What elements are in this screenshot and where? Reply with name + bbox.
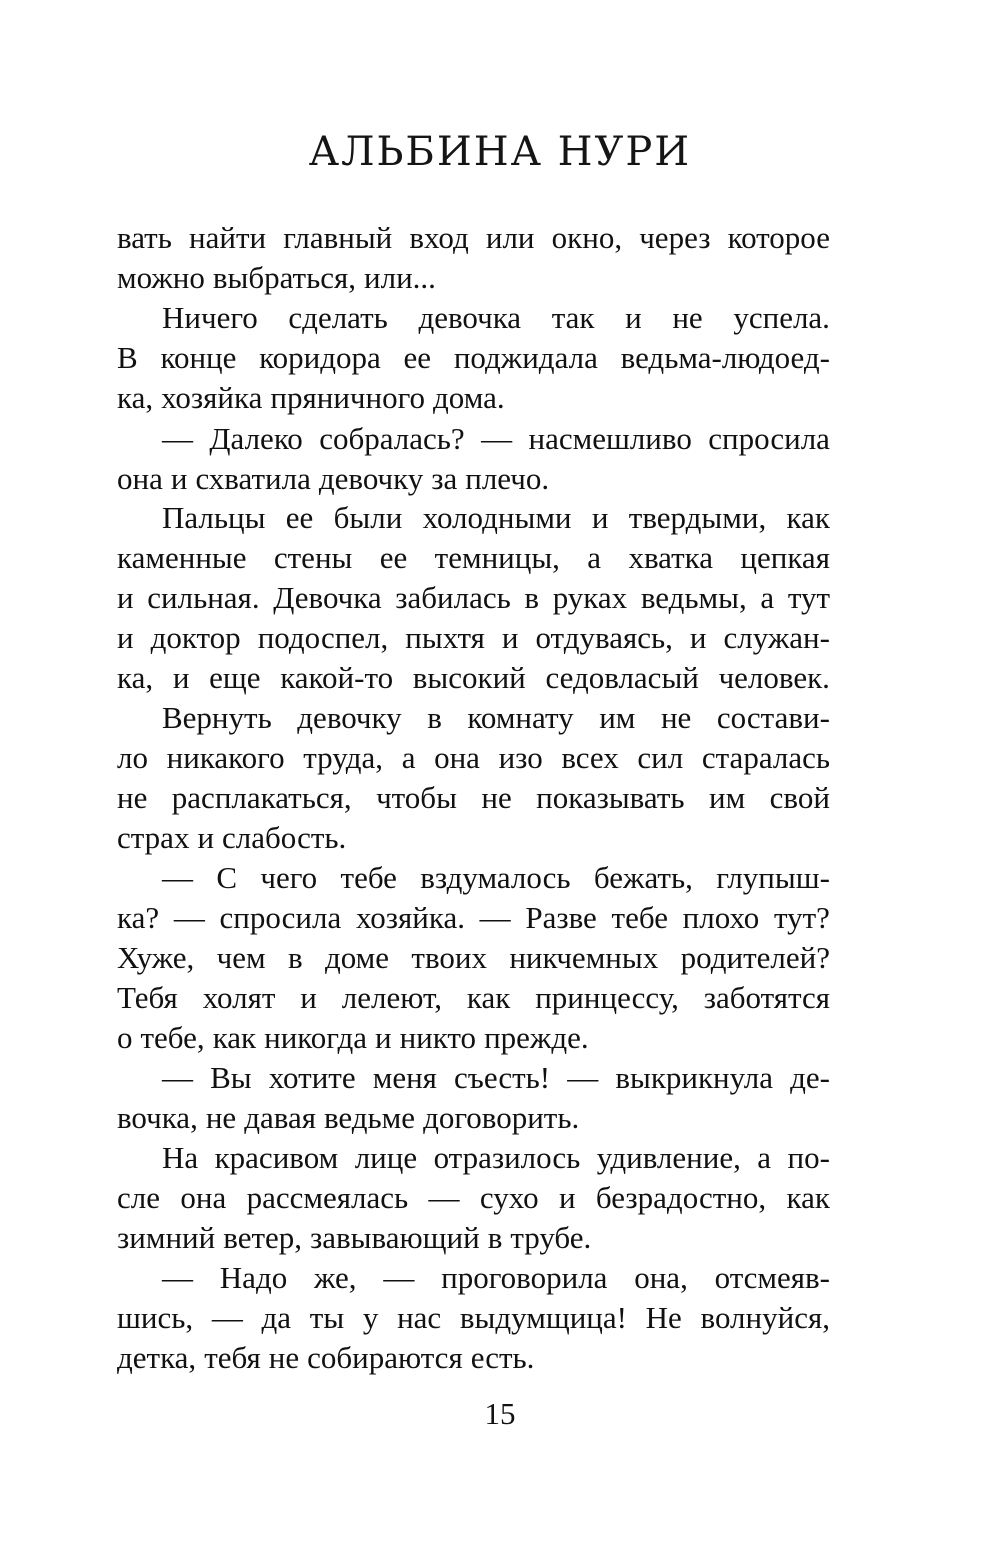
text-line — [117, 1338, 830, 1378]
word: лелеют, — [341, 980, 442, 1015]
text-line — [117, 978, 830, 1018]
word: Разве — [525, 900, 597, 935]
word: и — [170, 461, 188, 496]
word: заботятся — [703, 980, 830, 1015]
word: нас — [397, 1300, 442, 1335]
word: Вернуть — [162, 700, 272, 735]
word: она — [180, 1180, 227, 1215]
word: а — [587, 540, 602, 575]
word: — — [162, 1060, 193, 1095]
word: насмешливо — [528, 421, 692, 456]
word: были — [333, 500, 403, 535]
word: красивом — [214, 1140, 339, 1175]
word: детка, — [117, 1340, 197, 1375]
word: Хуже, — [117, 940, 195, 975]
text-line — [117, 1178, 830, 1218]
word: выдумщица! — [459, 1300, 627, 1335]
word: какой-то — [280, 660, 394, 695]
word: высокий — [412, 660, 526, 695]
word: тебе — [611, 900, 668, 935]
running-head: АЛЬБИНА НУРИ — [308, 129, 692, 175]
word: хотите — [268, 1060, 356, 1095]
word: ведьме — [323, 1100, 416, 1135]
text-line — [162, 1138, 830, 1178]
word: служан- — [723, 620, 830, 655]
word: доктор — [150, 620, 241, 655]
word: завывающий — [310, 1220, 480, 1255]
word: изо — [498, 740, 543, 775]
word: сильная. — [147, 580, 260, 615]
text-line — [117, 658, 830, 698]
word: тебе, — [140, 1020, 205, 1055]
word: шись, — [117, 1300, 194, 1335]
word: В — [117, 340, 138, 375]
word: седовласый — [545, 660, 699, 695]
text-line — [117, 338, 830, 378]
word: и — [172, 660, 190, 695]
text-line — [117, 618, 830, 658]
word: главный — [283, 220, 393, 255]
word: же, — [314, 1260, 357, 1295]
word: хозяйка. — [355, 900, 465, 935]
word: о — [117, 1020, 133, 1055]
word: — — [162, 860, 193, 895]
word: страх — [117, 820, 190, 855]
word: за — [431, 461, 458, 496]
page-number: 15 — [484, 1396, 516, 1431]
word: и — [374, 1020, 392, 1055]
word: ка, — [117, 380, 154, 415]
word: глупыш- — [716, 860, 830, 895]
word: плохо — [682, 900, 760, 935]
text-line — [117, 538, 830, 578]
word: Далеко — [209, 421, 303, 456]
text-line — [117, 1218, 830, 1258]
word: не — [117, 780, 148, 815]
word: никчемных — [509, 940, 659, 975]
word: цепкая — [740, 540, 830, 575]
word: сделать — [288, 300, 388, 335]
text-line — [162, 698, 830, 738]
word: девочку — [318, 461, 424, 496]
word: отсмеяв- — [714, 1260, 830, 1295]
word: ее — [285, 500, 314, 535]
word: принцессу, — [535, 980, 679, 1015]
word: и — [625, 300, 642, 335]
word: подоспел, — [257, 620, 389, 655]
word: дома. — [433, 380, 505, 415]
text-line — [162, 419, 830, 459]
word: человек. — [718, 660, 830, 695]
word: Тебя — [117, 980, 178, 1015]
word: свой — [769, 780, 830, 815]
word: схватила — [195, 461, 311, 496]
word: и — [689, 620, 707, 655]
word: расплакаться, — [171, 780, 352, 815]
word: давая — [244, 1100, 316, 1135]
word: ее — [403, 340, 432, 375]
word: Девочка — [273, 580, 382, 615]
word: коридора — [259, 340, 381, 375]
word: никакого — [166, 740, 285, 775]
word: С — [216, 860, 238, 895]
word: не — [672, 300, 703, 335]
word: сле — [117, 1180, 160, 1215]
word: труда, — [303, 740, 384, 775]
word: да — [261, 1300, 292, 1335]
word: холят — [202, 980, 276, 1015]
word: — — [481, 421, 513, 456]
word: твоих — [411, 940, 487, 975]
word: спросила — [708, 421, 830, 456]
word: отразилось — [433, 1140, 581, 1175]
word: никогда — [264, 1020, 367, 1055]
word: тут — [787, 580, 830, 615]
word: у — [362, 1300, 379, 1335]
word: тебе — [340, 860, 397, 895]
word: так — [551, 300, 595, 335]
word: девочка — [418, 300, 522, 335]
word: зимний — [117, 1220, 216, 1255]
word: вочка, — [117, 1100, 198, 1135]
word: темницы, — [434, 540, 560, 575]
word: ка? — [117, 900, 160, 935]
word: вход — [409, 220, 469, 255]
word: или... — [364, 260, 436, 295]
word: окно, — [551, 220, 623, 255]
word: Надо — [219, 1260, 288, 1295]
word: чтобы — [376, 780, 457, 815]
word: — — [162, 421, 193, 456]
word: всех — [561, 740, 619, 775]
word: лице — [354, 1140, 418, 1175]
word: не — [660, 700, 692, 735]
word: забилась — [395, 580, 511, 615]
word: ло — [117, 740, 148, 775]
word: не — [268, 1340, 300, 1375]
word: никто — [399, 1020, 477, 1055]
word: твердыми, — [628, 500, 767, 535]
word: проговорила — [441, 1260, 608, 1295]
word: родителей? — [680, 940, 830, 975]
text-line — [117, 459, 830, 499]
word: холодными — [422, 500, 572, 535]
word: стены — [273, 540, 353, 575]
word: хозяйка — [161, 380, 263, 415]
word: съесть! — [454, 1060, 551, 1095]
word: и — [300, 980, 317, 1015]
word: ведьма-людоед- — [620, 340, 830, 375]
word: рассмеялась — [246, 1180, 409, 1215]
word: меня — [372, 1060, 437, 1095]
word: не — [205, 1100, 237, 1135]
word: вать — [117, 220, 172, 255]
word: через — [639, 220, 711, 255]
word: состави- — [716, 700, 830, 735]
word: которое — [727, 220, 830, 255]
word: Вы — [210, 1060, 252, 1095]
word: трубе. — [510, 1220, 592, 1255]
text-line — [117, 378, 830, 418]
word: как — [212, 1020, 257, 1055]
word: и — [501, 620, 519, 655]
text-line — [117, 778, 830, 818]
word: выкрикнула — [615, 1060, 773, 1095]
word: ты — [309, 1300, 345, 1335]
word: старалась — [701, 740, 830, 775]
word: — — [173, 900, 205, 935]
word: как — [786, 1180, 830, 1215]
word: вздумалось — [420, 860, 571, 895]
word: чего — [260, 860, 318, 895]
word: пыхтя — [405, 620, 485, 655]
text-line — [117, 818, 830, 858]
text-line — [162, 498, 830, 538]
word: удивление, — [596, 1140, 741, 1175]
word: собралась? — [319, 421, 465, 456]
word: каменные — [117, 540, 247, 575]
word: выбраться, — [212, 260, 357, 295]
word: руках — [552, 580, 628, 615]
word: ветер, — [223, 1220, 303, 1255]
word: успела. — [733, 300, 830, 335]
word: тебя — [204, 1340, 261, 1375]
word: Пальцы — [162, 500, 266, 535]
word: спросила — [219, 900, 342, 935]
word: комнату — [467, 700, 574, 735]
word: На — [162, 1140, 199, 1175]
word: безрадостно, — [595, 1180, 767, 1215]
word: — — [428, 1180, 460, 1215]
word: есть. — [470, 1340, 535, 1375]
word: де- — [790, 1060, 830, 1095]
word: слабость. — [222, 820, 347, 855]
word: собираются — [307, 1340, 463, 1375]
word: и — [197, 820, 215, 855]
word: тут? — [773, 900, 830, 935]
word: — — [383, 1260, 415, 1295]
text-line — [117, 578, 830, 618]
word: Не — [645, 1300, 682, 1335]
word: показывать — [536, 780, 685, 815]
word: она — [434, 740, 480, 775]
word: или — [485, 220, 535, 255]
word: она — [117, 461, 163, 496]
word: сил — [637, 740, 684, 775]
text-line — [117, 938, 830, 978]
word: еще — [209, 660, 261, 695]
text-line — [162, 1058, 830, 1098]
word: чем — [216, 940, 266, 975]
word: в — [524, 580, 540, 615]
word: по- — [787, 1140, 830, 1175]
word: и — [558, 1180, 576, 1215]
word: доме — [324, 940, 390, 975]
text-line — [117, 738, 830, 778]
text-line — [117, 1098, 830, 1138]
word: а — [401, 740, 416, 775]
word: им — [708, 780, 746, 815]
text-line — [117, 898, 830, 938]
word: можно — [117, 260, 205, 295]
word: как — [466, 980, 511, 1015]
word: найти — [189, 220, 267, 255]
word: бежать, — [593, 860, 693, 895]
word: волнуйся, — [700, 1300, 830, 1335]
word: как — [786, 500, 830, 535]
word: она, — [634, 1260, 688, 1295]
word: договорить. — [423, 1100, 580, 1135]
text-line — [117, 1018, 830, 1058]
text-line — [117, 258, 830, 298]
text-line — [162, 1258, 830, 1298]
word: — — [567, 1060, 599, 1095]
word: Ничего — [162, 300, 258, 335]
word: ее — [379, 540, 408, 575]
word: им — [599, 700, 636, 735]
word: а — [757, 1140, 772, 1175]
word: и — [117, 620, 134, 655]
word: в — [287, 940, 303, 975]
word: ведьмы, — [640, 580, 747, 615]
word: а — [760, 580, 775, 615]
text-line — [117, 218, 830, 258]
word: и — [117, 580, 134, 615]
word: в — [427, 700, 442, 735]
text-line — [162, 298, 830, 338]
word: плечо. — [465, 461, 550, 496]
word: девочку — [297, 700, 402, 735]
word: конце — [160, 340, 237, 375]
word: в — [487, 1220, 503, 1255]
word: — — [162, 1260, 193, 1295]
word: прежде. — [484, 1020, 589, 1055]
word: — — [479, 900, 511, 935]
word: пряничного — [270, 380, 426, 415]
word: — — [211, 1300, 243, 1335]
word: отдуваясь, — [535, 620, 673, 655]
word: не — [481, 780, 512, 815]
word: сухо — [479, 1180, 539, 1215]
text-line — [117, 1298, 830, 1338]
word: ка, — [117, 660, 154, 695]
word: поджидала — [453, 340, 598, 375]
text-line — [162, 858, 830, 898]
word: и — [591, 500, 609, 535]
word: хватка — [628, 540, 714, 575]
